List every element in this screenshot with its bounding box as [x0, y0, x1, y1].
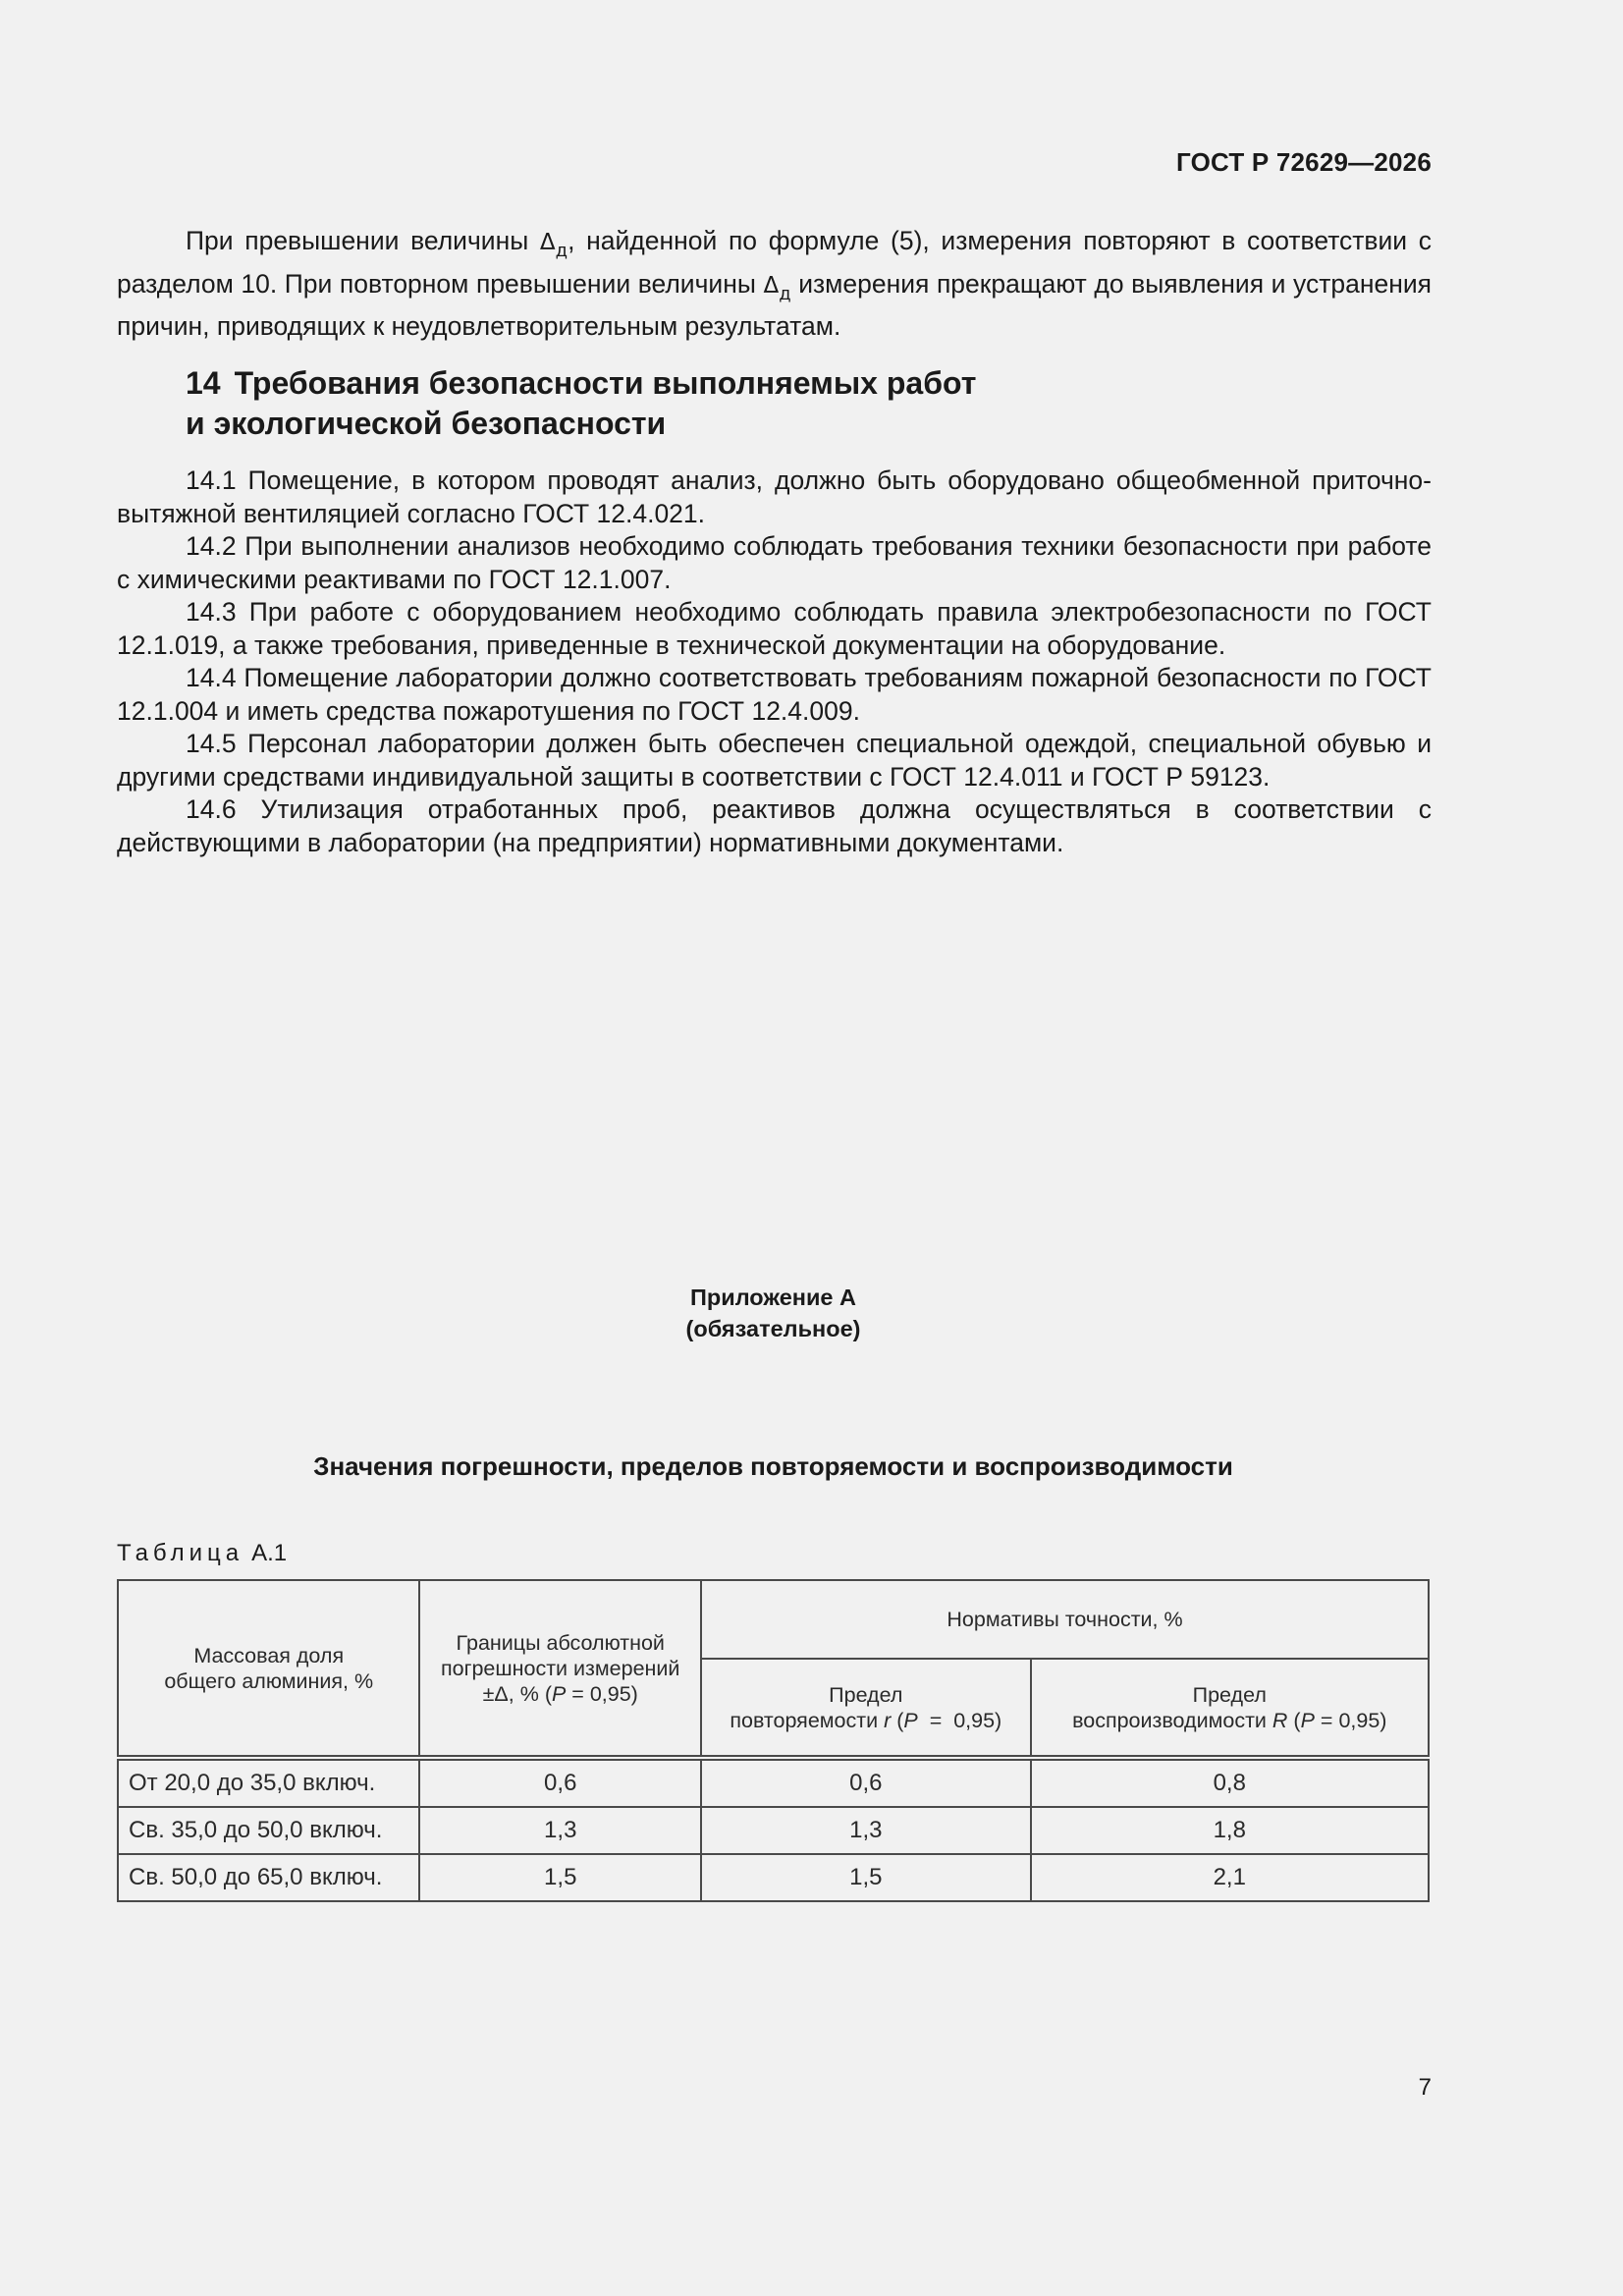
delta-glyph: Δ: [539, 230, 556, 255]
header-text-part: = 0,95): [566, 1681, 638, 1706]
header-text: Границы абсолютной: [456, 1630, 665, 1655]
clause-14-4: 14.4 Помещение лаборатории должно соответствовать требованиям пожарной безопасности по ГОСТ 12.1.004 и иметь средства пожаротушения по ГОСТ 12.4.009.: [117, 663, 1432, 726]
header-text-italic: P: [551, 1681, 567, 1706]
delta-symbol: [763, 272, 791, 304]
col-group-header-accuracy: Нормативы точности, %: [701, 1580, 1429, 1659]
header-text-part: = 0,95): [917, 1708, 1002, 1732]
delta-symbol: [539, 230, 568, 261]
table-cell: 1,3: [701, 1807, 1031, 1854]
header-text-italic: r: [884, 1708, 892, 1732]
header-text: Предел: [829, 1682, 903, 1707]
col-header-reproducibility: [1031, 1659, 1429, 1758]
accuracy-table: [117, 1579, 1430, 1902]
clause-14-6: 14.6 Утилизация отработанных проб, реактивов должна осуществляться в соответствии с действующими в лаборатории (на предприятии) нормативными документами.: [117, 794, 1432, 857]
header-text: погрешности измерений: [441, 1656, 680, 1680]
delta-glyph: Δ: [763, 272, 780, 299]
table-cell: 2,1: [1031, 1854, 1429, 1901]
section-title-line2: и экологической безопасности: [186, 406, 667, 441]
col-header-error-bounds: [419, 1580, 701, 1758]
intro-text-2: , найденной по формуле (5), измерения повторяют в соответствии с разделом 10. При повторном превышении величины: [117, 226, 1432, 299]
header-text: [710, 1708, 1022, 1733]
table-row: [118, 1758, 1429, 1807]
header-text-part: ±Δ, % (: [482, 1681, 552, 1706]
table-cell: 0,6: [419, 1758, 701, 1807]
clauses-list: [117, 465, 1432, 859]
clause-14-1: 14.1 Помещение, в котором проводят анализ, должно быть оборудовано общеобменной приточно-вытяжной вентиляцией согласно ГОСТ 12.4.021.: [117, 465, 1432, 528]
table-cell: 1,8: [1031, 1807, 1429, 1854]
table-cell: От 20,0 до 35,0 включ.: [118, 1758, 419, 1807]
delta-subscript: д: [555, 241, 568, 261]
appendix-title: Приложение А: [690, 1285, 856, 1310]
section-heading: [186, 363, 976, 444]
table-row: [118, 1854, 1429, 1901]
table-cell: 1,5: [419, 1854, 701, 1901]
table-caption: [117, 1540, 287, 1567]
header-text: Предел: [1192, 1682, 1267, 1707]
header-text-italic: P: [1300, 1708, 1315, 1732]
header-text: общего алюминия, %: [164, 1668, 374, 1693]
header-text-part: воспроизводимости: [1072, 1708, 1272, 1732]
header-text-part: = 0,95): [1314, 1708, 1387, 1732]
header-text-italic: P: [903, 1708, 918, 1732]
header-text: [428, 1681, 692, 1707]
table-cell: 0,8: [1031, 1758, 1429, 1807]
table-caption-label: Таблица: [117, 1540, 244, 1566]
section-title-line1: Требования безопасности выполняемых работ: [234, 365, 977, 401]
header-text-part: повторяемости: [730, 1708, 885, 1732]
table-row: [118, 1807, 1429, 1854]
col-header-mass-fraction: [118, 1580, 419, 1758]
intro-text-1: При превышении величины: [186, 226, 540, 255]
clause-14-2: 14.2 При выполнении анализов необходимо соблюдать требования техники безопасности при работе с химическими реактивами по ГОСТ 12.1.007.: [117, 531, 1432, 594]
intro-text-3: измерения прекращают до выявления и устранения причин, приводящих к неудовлетворительным результатам.: [117, 268, 1432, 341]
header-text: [1040, 1708, 1420, 1733]
header-text-part: (: [891, 1708, 904, 1732]
header-text-part: (: [1287, 1708, 1301, 1732]
header-text-italic: R: [1271, 1708, 1288, 1732]
page-number: 7: [1418, 2074, 1432, 2101]
table-caption-number: А.1: [251, 1540, 288, 1566]
table-cell: Св. 50,0 до 65,0 включ.: [118, 1854, 419, 1901]
table-cell: 1,5: [701, 1854, 1031, 1901]
table-cell: Св. 35,0 до 50,0 включ.: [118, 1807, 419, 1854]
delta-subscript: д: [779, 283, 791, 304]
appendix-status: (обязательное): [685, 1316, 861, 1341]
document-code: ГОСТ Р 72629—2026: [1176, 147, 1432, 177]
section-number: 14: [186, 365, 221, 401]
intro-paragraph: [117, 225, 1432, 344]
table-title: Значения погрешности, пределов повторяемости и воспроизводимости: [313, 1451, 1233, 1481]
clause-14-3: 14.3 При работе с оборудованием необходимо соблюдать правила электробезопасности по ГОСТ 12.1.019, а также требования, приведенные в технической документации на оборудование.: [117, 597, 1432, 660]
header-text: Массовая доля: [193, 1643, 345, 1667]
col-header-repeatability: [701, 1659, 1031, 1758]
clause-14-5: 14.5 Персонал лаборатории должен быть обеспечен специальной одеждой, специальной обувью и другими средствами индивидуальной защиты в соответствии с ГОСТ 12.4.011 и ГОСТ Р 59123.: [117, 729, 1432, 792]
table-cell: 0,6: [701, 1758, 1031, 1807]
appendix-heading: [0, 1282, 1546, 1344]
table-cell: 1,3: [419, 1807, 701, 1854]
